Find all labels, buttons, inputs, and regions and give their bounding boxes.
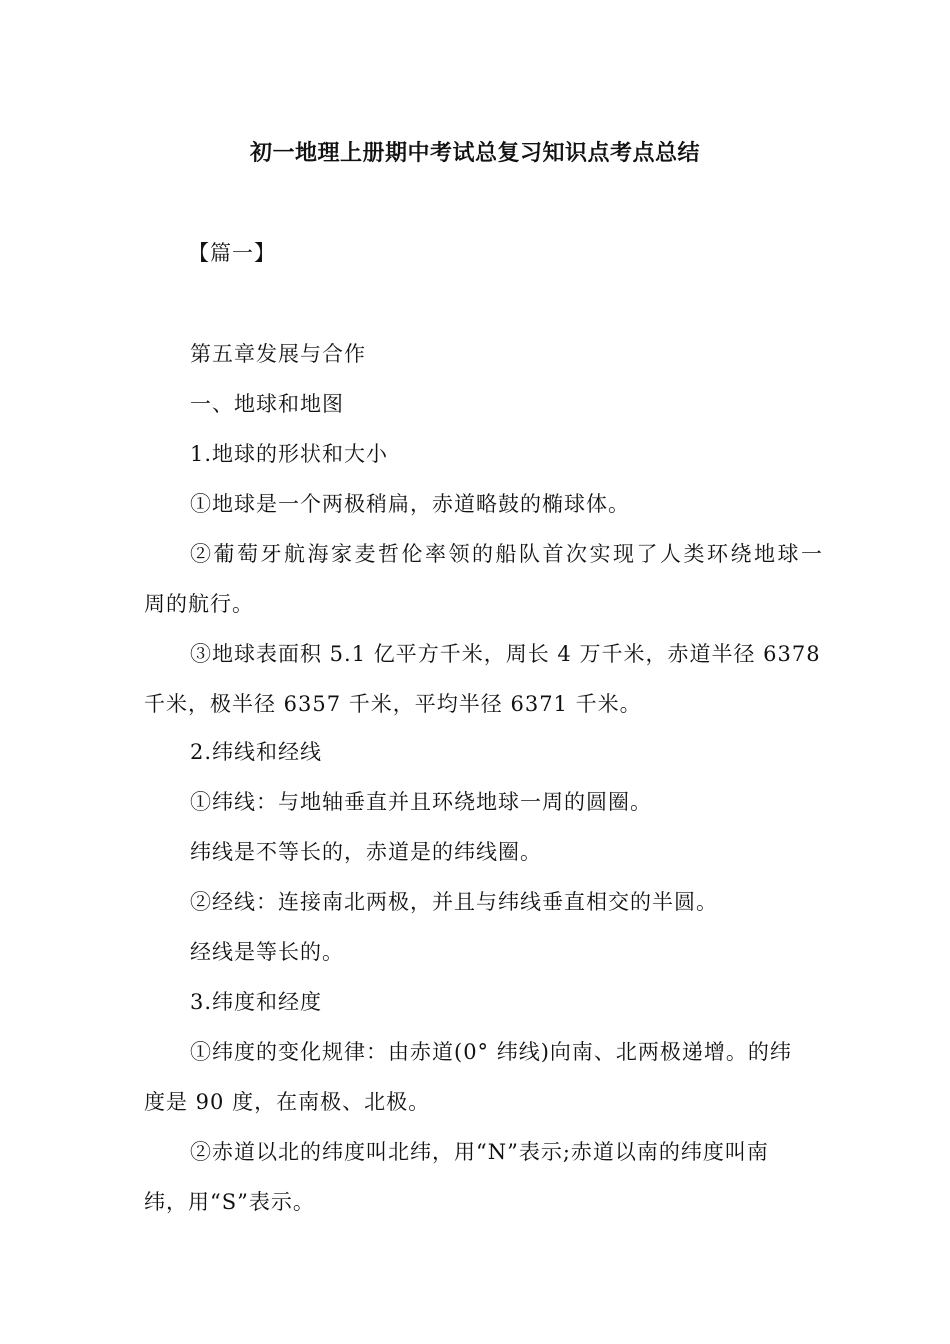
subheading: 一、地球和地图 xyxy=(190,392,344,416)
paragraph-line: 周的航行。 xyxy=(144,592,254,616)
numbered-heading: 2.纬线和经线 xyxy=(190,740,323,764)
paragraph-line: ②赤道以北的纬度叫北纬，用“N”表示;赤道以南的纬度叫南 xyxy=(190,1140,769,1164)
paragraph-line: 纬，用“S”表示。 xyxy=(144,1190,315,1214)
paragraph-line: ②经线：连接南北两极，并且与纬线垂直相交的半圆。 xyxy=(190,890,718,914)
section-heading: 【篇一】 xyxy=(188,241,276,265)
paragraph-line: 千米，极半径 6357 千米，平均半径 6371 千米。 xyxy=(144,692,642,716)
paragraph-line: ③地球表面积 5.1 亿平方千米，周长 4 万千米，赤道半径 6378 xyxy=(190,642,821,666)
paragraph-line: ②葡萄牙航海家麦哲伦率领的船队首次实现了人类环绕地球一 xyxy=(190,542,825,566)
paragraph-line: ①纬线：与地轴垂直并且环绕地球一周的圆圈。 xyxy=(190,790,652,814)
paragraph-line: ①地球是一个两极稍扁，赤道略鼓的椭球体。 xyxy=(190,492,630,516)
paragraph-line: 度是 90 度，在南极、北极。 xyxy=(144,1090,431,1114)
paragraph-line: 纬线是不等长的，赤道是的纬线圈。 xyxy=(190,840,542,864)
document-title: 初一地理上册期中考试总复习知识点考点总结 xyxy=(249,141,700,166)
numbered-heading: 3.纬度和经度 xyxy=(190,990,323,1014)
chapter-heading: 第五章发展与合作 xyxy=(190,342,366,366)
numbered-heading: 1.地球的形状和大小 xyxy=(190,442,389,466)
paragraph-line: 经线是等长的。 xyxy=(190,940,344,964)
paragraph-line: ①纬度的变化规律：由赤道(0° 纬线)向南、北两极递增。的纬 xyxy=(190,1040,792,1064)
